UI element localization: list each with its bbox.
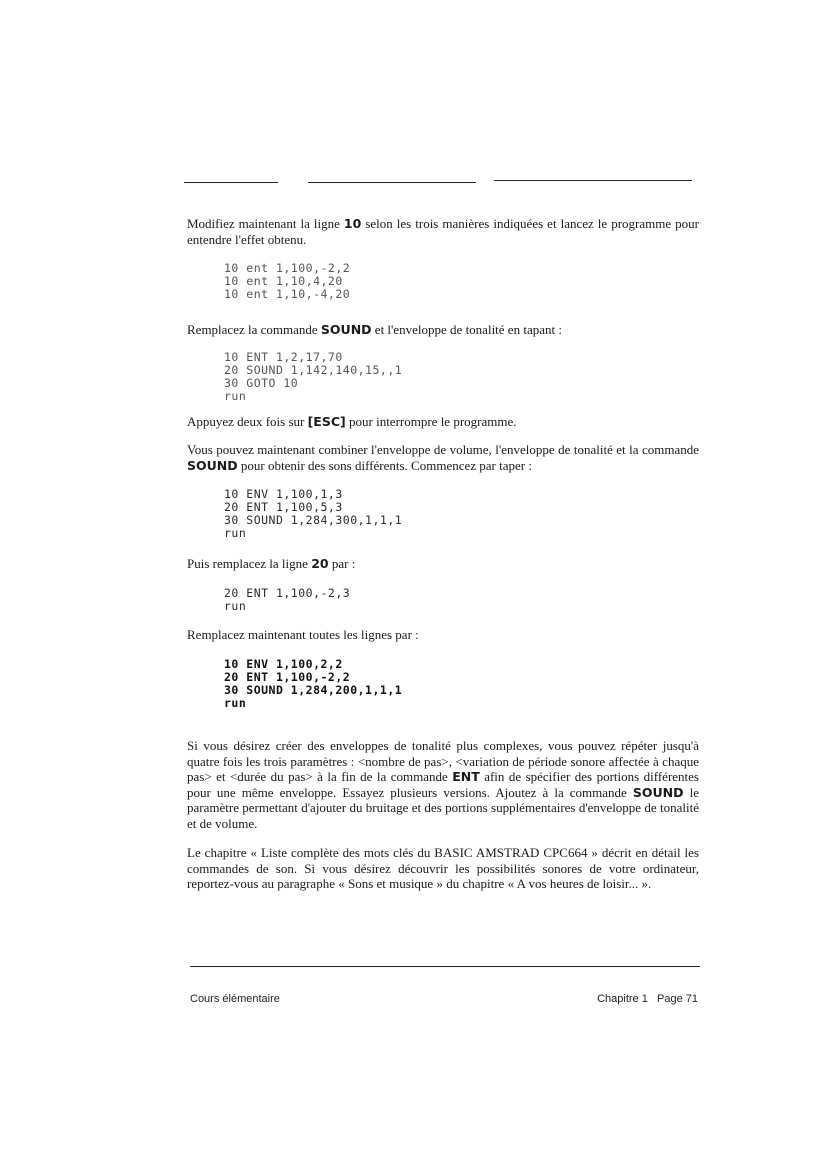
- top-rule-segment: [494, 180, 692, 181]
- code-line: 20 SOUND 1,142,140,15,,1: [224, 362, 403, 377]
- esc-text: Appuyez deux fois sur: [187, 413, 308, 429]
- code-line: 10 ent 1,10,4,20: [224, 274, 343, 288]
- code-line: 10 ent 1,100,-2,2: [224, 261, 351, 275]
- combine-text-end: pour obtenir des sons différents. Commencez par taper :: [237, 457, 532, 473]
- sound-keyword: SOUND: [632, 784, 684, 800]
- code-line: 10 ENT 1,2,17,70: [224, 349, 343, 364]
- code-line: 30 SOUND 1,284,200,1,1,1: [224, 683, 403, 697]
- esc-paragraph: [187, 414, 699, 430]
- code-line: 10 ent 1,10,-4,20: [224, 287, 351, 301]
- code-line: 10 ENV 1,100,2,2: [224, 657, 343, 671]
- code-line: run: [224, 696, 247, 710]
- code-block-5: [187, 658, 699, 710]
- intro-text-end: selon les trois manières indiquées et lancez le programme pour entendre l'effet obtenu.: [187, 216, 699, 247]
- intro-text: Modifiez maintenant la ligne: [187, 216, 344, 231]
- chapter-text: Le chapitre « Liste complète des mots clés du BASIC AMSTRAD CPC664 » décrit en détail les commandes de son. Si vous désirez découvrir les possibilités sonores de votre ordinateur, reportez-vous au paragraphe « Sons et musique » du chapitre « A vos heures de loisir... ».: [187, 845, 699, 891]
- replace-text-end: et l'enveloppe de tonalité en tapant :: [371, 322, 562, 337]
- footer-left: Cours élémentaire: [190, 993, 280, 1005]
- complex-text: Si vous désirez créer des enveloppes de tonalité plus complexes, vous pouvez répéter jusqu'à quatre fois les trois paramètres : <nombre de pas>, <variation de période sonore affectée à chaque pas> et <durée du pas> à la fin de la commande: [187, 738, 699, 784]
- esc-key-label: [ESC]: [307, 413, 346, 429]
- code-block-4: [187, 587, 699, 613]
- complex-text-mid: afin de spécifier des portions différentes pour une même enveloppe. Essayez plusieurs versions. Ajoutez à la commande: [187, 769, 699, 800]
- intro-keyword: 10: [343, 216, 362, 231]
- top-rule-segment: [308, 182, 476, 183]
- code-line: 20 ENT 1,100,5,3: [224, 500, 343, 514]
- replace-text: Remplacez la commande: [187, 322, 321, 337]
- code-line: run: [224, 598, 247, 613]
- line20-text-end: par :: [328, 556, 356, 571]
- code-line: run: [224, 526, 247, 540]
- code-line: 10 ENV 1,100,1,3: [224, 487, 343, 501]
- ent-keyword: ENT: [452, 769, 480, 784]
- footer-right: Chapitre 1 Page 71: [597, 993, 698, 1005]
- code-line: 30 SOUND 1,284,300,1,1,1: [224, 513, 403, 527]
- combine-paragraph: [187, 442, 699, 473]
- line20-paragraph: [187, 556, 699, 572]
- code-line: 20 ENT 1,100,-2,2: [224, 670, 351, 684]
- complex-text-end: le paramètre permettant d'ajouter du bruitage et des portions supplémentaires d'enveloppe de tonalité et de volume.: [187, 784, 699, 831]
- top-rule-segment: [184, 182, 278, 183]
- code-block-1: [187, 262, 699, 301]
- line20-text: Puis remplacez la ligne: [187, 556, 312, 571]
- code-line: 20 ENT 1,100,-2,3: [224, 585, 351, 600]
- esc-text-end: pour interrompre le programme.: [345, 413, 517, 429]
- replace-all-text: Remplacez maintenant toutes les lignes par :: [187, 626, 419, 642]
- intro-paragraph: [187, 216, 699, 247]
- page-content: [187, 216, 699, 892]
- code-block-2: [187, 351, 699, 403]
- combine-keyword: SOUND: [187, 457, 238, 473]
- bottom-rule: [190, 966, 700, 967]
- replace-all-paragraph: [187, 627, 699, 643]
- code-line: run: [224, 388, 247, 403]
- code-block-3: [187, 488, 699, 540]
- chapter-paragraph: [187, 845, 699, 892]
- complex-paragraph: [187, 738, 699, 831]
- line20-keyword: 20: [311, 556, 329, 571]
- replace-keyword: SOUND: [320, 322, 372, 337]
- combine-text: Vous pouvez maintenant combiner l'enveloppe de volume, l'enveloppe de tonalité et la commande: [187, 442, 699, 457]
- replace-paragraph: [187, 322, 699, 338]
- code-line: 30 GOTO 10: [224, 375, 299, 390]
